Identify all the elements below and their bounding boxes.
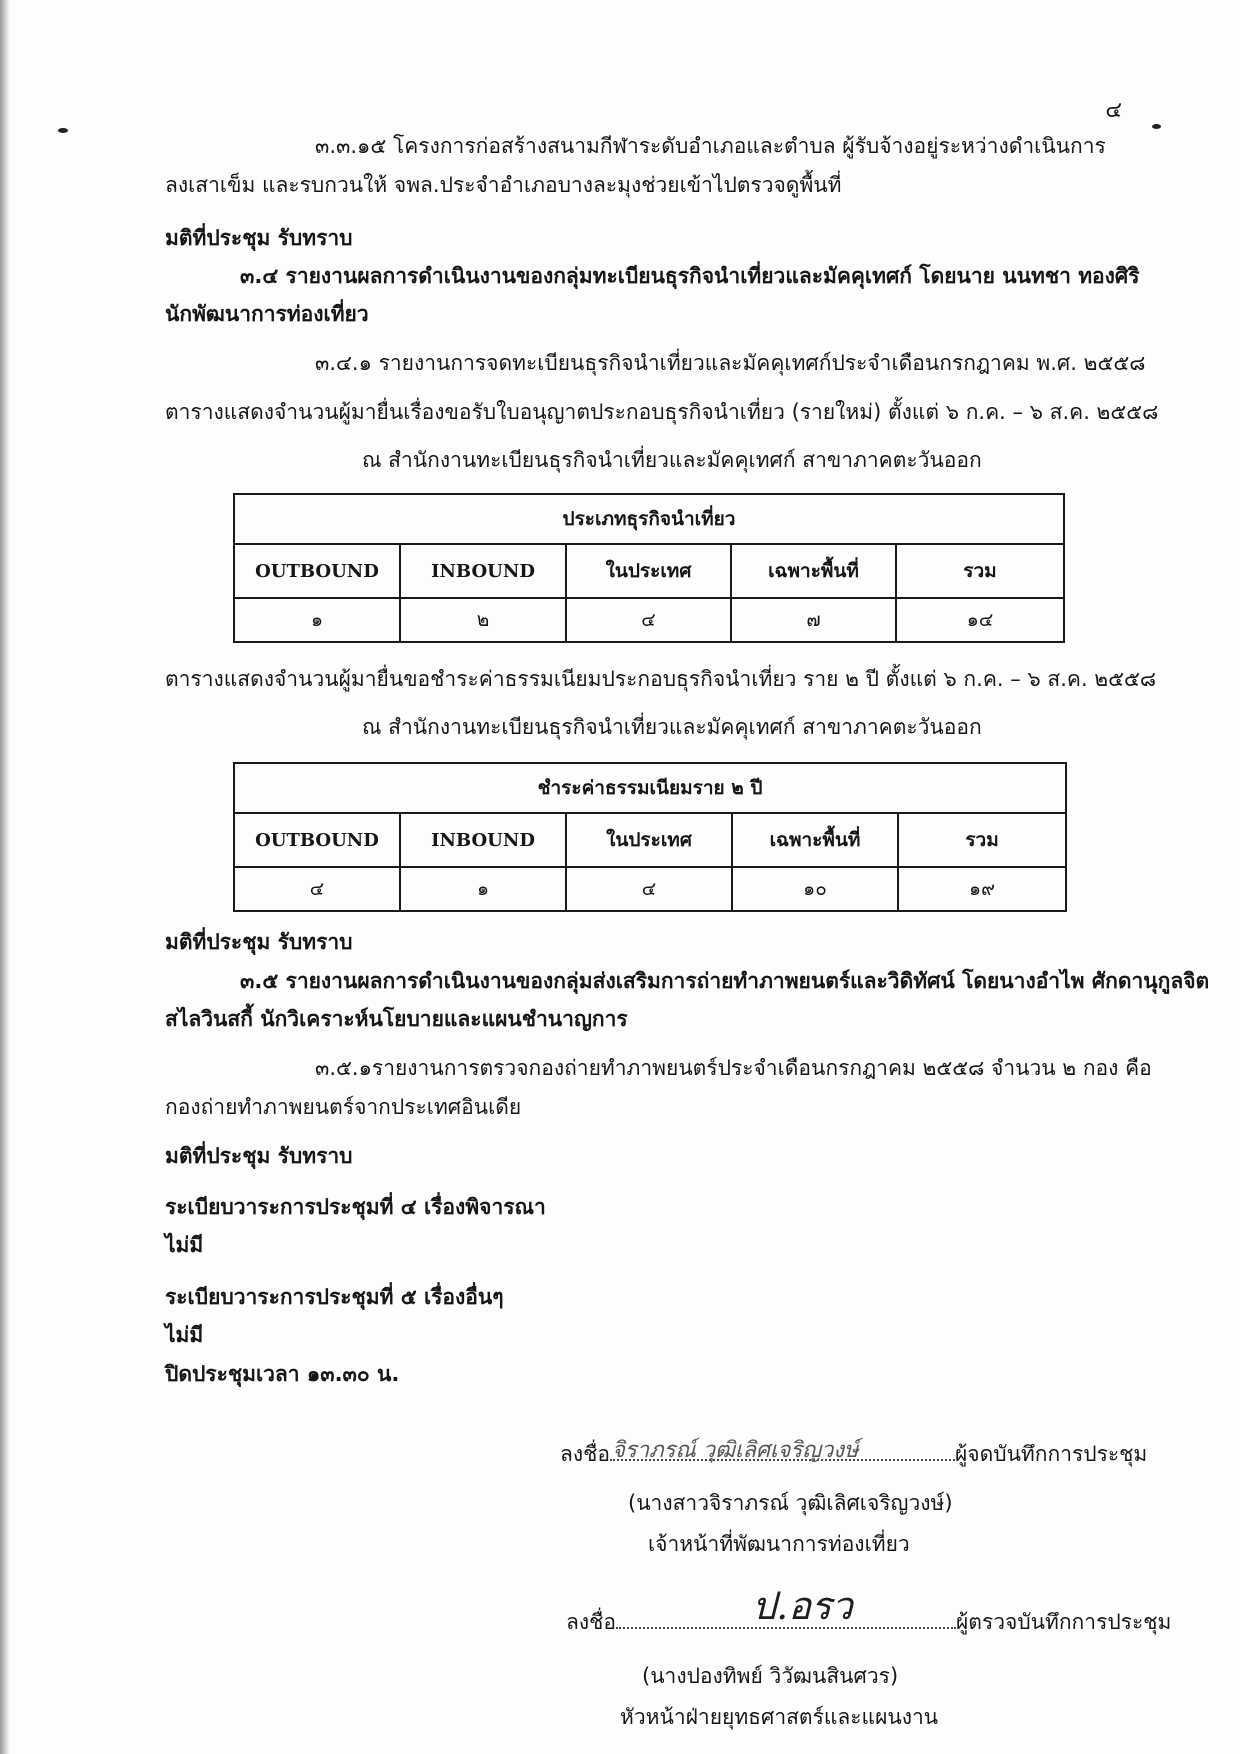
signature2-handwriting: ป.อรว bbox=[752, 1584, 853, 1628]
table1-val-inbound: ๒ bbox=[400, 598, 566, 642]
table1-col-domestic: ในประเทศ bbox=[566, 544, 731, 598]
signature2-position: หัวหน้าฝ่ายยุทธศาสตร์และแผนงาน bbox=[620, 1705, 939, 1729]
table-two-year-fees bbox=[233, 762, 1067, 912]
signature2-line bbox=[566, 1608, 1171, 1636]
table2-col-local: เฉพาะพื้นที่ bbox=[732, 813, 898, 867]
table2-caption-2: ณ สำนักงานทะเบียนธุรกิจนำเที่ยวและมัคคุเทศก์ สาขาภาคตะวันออก bbox=[362, 715, 982, 739]
table1-col-local: เฉพาะพื้นที่ bbox=[731, 544, 896, 598]
table1-col-inbound: INBOUND bbox=[400, 544, 566, 598]
table2-col-inbound: INBOUND bbox=[400, 813, 566, 867]
table1-caption-2: ณ สำนักงานทะเบียนธุรกิจนำเที่ยวและมัคคุเทศก์ สาขาภาคตะวันออก bbox=[362, 448, 982, 472]
signature2-role: ผู้ตรวจบันทึกการประชุม bbox=[956, 1610, 1172, 1634]
table2-col-domestic: ในประเทศ bbox=[566, 813, 732, 867]
table2-col-outbound: OUTBOUND bbox=[234, 813, 400, 867]
agenda-4-title: ระเบียบวาระการประชุมที่ ๔ เรื่องพิจารณา bbox=[165, 1195, 546, 1219]
agenda-4-body: ไม่มี bbox=[165, 1233, 204, 1257]
table1-col-total: รวม bbox=[896, 544, 1064, 598]
signature2-name: (นางปองทิพย์ วิวัฒนสินศวร) bbox=[642, 1664, 899, 1688]
page-number: ๔ bbox=[1105, 98, 1122, 123]
agenda-5-title: ระเบียบวาระการประชุมที่ ๕ เรื่องอื่นๆ bbox=[165, 1285, 504, 1309]
table2-col-total: รวม bbox=[898, 813, 1066, 867]
table2-val-inbound: ๑ bbox=[400, 867, 566, 911]
scan-speck bbox=[1152, 124, 1161, 129]
signature1-role: ผู้จดบันทึกการประชุม bbox=[955, 1442, 1148, 1466]
table-new-licenses bbox=[233, 493, 1065, 643]
signature1-prefix: ลงชื่อ bbox=[560, 1442, 610, 1466]
item-3-4-line1: ๓.๔ รายงานผลการดำเนินงานของกลุ่มทะเบียนธุรกิจนำเที่ยวและมัคคุเทศก์ โดยนาย นนทชา ทองศิริ bbox=[240, 264, 1140, 288]
table2-val-local: ๑๐ bbox=[732, 867, 898, 911]
table1-caption-1: ตารางแสดงจำนวนผู้มายื่นเรื่องขอรับใบอนุญาตประกอบธุรกิจนำเที่ยว (รายใหม่) ตั้งแต่ ๖ ก.ค. – ๖ ส.ค. ๒๕๕๘ bbox=[165, 400, 1159, 424]
scan-edge-shadow bbox=[0, 0, 10, 1754]
table2-val-outbound: ๔ bbox=[234, 867, 400, 911]
table1-col-outbound: OUTBOUND bbox=[234, 544, 400, 598]
item-3-4-line2: นักพัฒนาการท่องเที่ยว bbox=[165, 302, 369, 326]
item-3-5-1-line1: ๓.๕.๑รายงานการตรวจกองถ่ายทำภาพยนตร์ประจำเดือนกรกฎาคม ๒๕๕๘ จำนวน ๒ กอง คือ bbox=[315, 1056, 1152, 1080]
resolution-2: มติที่ประชุม รับทราบ bbox=[165, 930, 353, 954]
resolution-1: มติที่ประชุม รับทราบ bbox=[165, 226, 353, 250]
item-3-5-line2: สไลวินสกี้ นักวิเคราะห์นโยบายและแผนชำนาญการ bbox=[165, 1007, 628, 1031]
table2-val-domestic: ๔ bbox=[566, 867, 732, 911]
table1-val-total: ๑๔ bbox=[896, 598, 1064, 642]
table2-caption-1: ตารางแสดงจำนวนผู้มายื่นขอชำระค่าธรรมเนียมประกอบธุรกิจนำเที่ยว ราย ๒ ปี ตั้งแต่ ๖ ก.ค. – ๖ ส.ค. ๒๕๕๘ bbox=[165, 667, 1157, 691]
signature1-position: เจ้าหน้าที่พัฒนาการท่องเที่ยว bbox=[648, 1532, 910, 1556]
table1-val-domestic: ๔ bbox=[566, 598, 731, 642]
item-3-3-15-line1: ๓.๓.๑๕ โครงการก่อสร้างสนามกีฬาระดับอำเภอและตำบล ผู้รับจ้างอยู่ระหว่างดำเนินการ bbox=[315, 134, 1106, 158]
signature2-prefix: ลงชื่อ bbox=[566, 1610, 616, 1634]
table1-val-outbound: ๑ bbox=[234, 598, 400, 642]
table1-val-local: ๗ bbox=[731, 598, 896, 642]
item-3-5-1-line2: กองถ่ายทำภาพยนตร์จากประเทศอินเดีย bbox=[165, 1095, 522, 1119]
table2-val-total: ๑๙ bbox=[898, 867, 1066, 911]
resolution-3: มติที่ประชุม รับทราบ bbox=[165, 1144, 353, 1168]
signature1-handwriting: จิราภรณ์ วุฒิเลิศเจริญวงษ์ bbox=[612, 1438, 859, 1463]
agenda-5-body: ไม่มี bbox=[165, 1323, 204, 1347]
item-3-5-line1: ๓.๕ รายงานผลการดำเนินงานของกลุ่มส่งเสริมการถ่ายทำภาพยนตร์และวิดิทัศน์ โดยนางอำไพ ศักดานุกูลจิต bbox=[240, 969, 1210, 993]
item-3-3-15-line2: ลงเสาเข็ม และรบกวนให้ จพล.ประจำอำเภอบางละมุงช่วยเข้าไปตรวจดูพื้นที่ bbox=[165, 173, 842, 197]
table2-header: ชำระค่าธรรมเนียมราย ๒ ปี bbox=[234, 763, 1066, 813]
table1-header: ประเภทธุรกิจนำเที่ยว bbox=[234, 494, 1064, 544]
scan-speck bbox=[58, 128, 68, 133]
signature1-name: (นางสาวจิราภรณ์ วุฒิเลิศเจริญวงษ์) bbox=[628, 1491, 953, 1515]
item-3-4-1: ๓.๔.๑ รายงานการจดทะเบียนธุรกิจนำเที่ยวและมัคคุเทศก์ประจำเดือนกรกฎาคม พ.ศ. ๒๕๕๘ bbox=[315, 351, 1146, 375]
closing-time: ปิดประชุมเวลา ๑๓.๓๐ น. bbox=[165, 1362, 400, 1386]
